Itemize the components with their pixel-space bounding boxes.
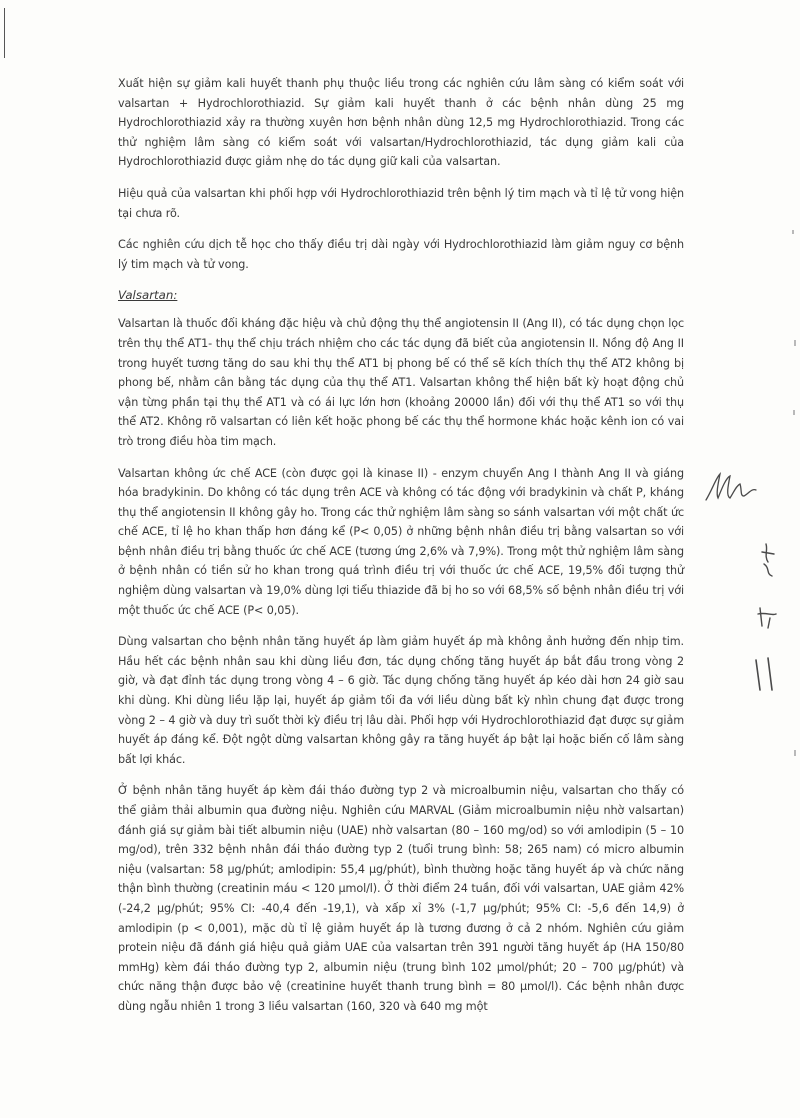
scan-margin-dots [770,230,800,830]
scan-edge-mark [4,8,5,58]
paragraph-valsartan-blood-pressure: Dùng valsartan cho bệnh nhân tăng huyết áp làm giảm huyết áp mà không ảnh hưởng đến nhịp tim. Hầu hết các bệnh nhân sau khi dùng liều đơn, tác dụng chống tăng huyết áp bắt đầu trong vòng 2 giờ, và đạt đỉnh tác dụng trong vòng 4 – 6 giờ. Tác dụng chống tăng huyết áp kéo dài hơn 24 giờ sau khi dùng. Khi dùng liều lặp lại, huyết áp giảm tối đa với liều dùng bất kỳ nhìn chung đạt được trong vòng 2 – 4 giờ và duy trì suốt thời kỳ điều trị lâu dài. Phối hợp với Hydrochlorothiazid đạt được sự giảm huyết áp đáng kể. Đột ngột dừng valsartan không gây ra tăng huyết áp bật lại hoặc biến cố lâm sàng bất lợi khác. [118,635,684,766]
margin-handwriting-icon [748,540,793,720]
paragraph-valsartan-microalbumin: Ở bệnh nhân tăng huyết áp kèm đái tháo đường typ 2 và microalbumin niệu, valsartan cho thấy có thể giảm thải albumin qua đường niệu. Nghiên cứu MARVAL (Giảm microalbumin niệu nhờ valsartan) đánh giá sự giảm bài tiết albumin niệu (UAE) nhờ valsartan (80 – 160 mg/od) so với amlodipin (5 – 10 mg/od), trên 332 bệnh nhân đái tháo đường typ 2 (tuổi trung bình: 58; 265 nam) có micro albumin niệu (valsartan: 58 µg/phút; amlodipin: 55,4 µg/phút), bình thường hoặc tăng huyết áp và chức năng thận bình thường (creatinin máu < 120 µmol/l). Ở thời điểm 24 tuần, đối với valsartan, UAE giảm 42% (-24,2 µg/phút; 95% CI: -40,4 đến -19,1), và xấp xỉ 3% (-1,7 µg/phút; 95% CI: -5,6 đến 14,9) ở amlodipin (p < 0,001), mặc dù tỉ lệ giảm huyết áp là tương đương ở cả 2 nhóm. Nghiên cứu giảm protein niệu đã đánh giá hiệu quả giảm UAE của valsartan trên 391 người tăng huyết áp (HA 150/80 mmHg) kèm đái tháo đường typ 2, albumin niệu (trung bình 102 µmol/phút; 20 – 700 µg/phút) và chức năng thận được bảo vệ (creatinine huyết thanh trung bình = 80 µmol/l). Các bệnh nhân được dùng ngẫu nhiên 1 trong 3 liều valsartan (160, 320 và 640 mg một [118,784,684,1013]
paragraph-valsartan-ace: Valsartan không ức chế ACE (còn được gọi là kinase II) - enzym chuyển Ang I thành Ang II và giáng hóa bradykinin. Do không có tác dụng trên ACE và không có tác động với bradykinin và chất P, kháng thụ thể angiotensin II không gây ho. Trong các thử nghiệm lâm sàng so sánh valsartan với một chất ức chế ACE, tỉ lệ ho khan thấp hơn đáng kể (P< 0,05) ở những bệnh nhân điều trị bằng valsartan so với bệnh nhân điều trị bằng thuốc ức chế ACE (tương ứng 2,6% và 7,9%). Trong một thử nghiệm lâm sàng ở bệnh nhân có tiền sử ho khan trong quá trình điều trị với thuốc ức chế ACE, 19,5% đối tượng thử nghiệm dùng valsartan và 19,0% dùng lợi tiểu thiazide đã bị ho so với 68,5% số bệnh nhân điều trị với một thuốc ức chế ACE (P< 0,05). [118,466,684,617]
paragraph-potassium: Xuất hiện sự giảm kali huyết thanh phụ thuộc liều trong các nghiên cứu lâm sàng có kiểm soát với valsartan + Hydrochlorothiazid. Sự giảm kali huyết thanh ở các bệnh nhân dùng 25 mg Hydrochlorothiazid xảy ra thường xuyên hơn bệnh nhân dùng 12,5 mg Hydrochlorothiazid. Trong các thử nghiệm lâm sàng có kiểm soát với valsartan/Hydrochlorothiazid, tác dụng giảm kali của Hydrochlorothiazid được giảm nhẹ do tác dụng giữ kali của valsartan. [118,77,684,169]
paragraph-efficacy: Hiệu quả của valsartan khi phối hợp với Hydrochlorothiazid trên bệnh lý tim mạch và tỉ lệ tử vong hiện tại chưa rõ. [118,186,684,220]
signature-icon [702,468,762,508]
paragraph-epidemiology: Các nghiên cứu dịch tễ học cho thấy điều trị dài ngày với Hydrochlorothiazid làm giảm nguy cơ bệnh lý tim mạch và tử vong. [118,238,684,271]
section-heading-valsartan: Valsartan: [118,288,178,303]
document-body [118,74,684,1029]
paragraph-valsartan-mechanism: Valsartan là thuốc đối kháng đặc hiệu và chủ động thụ thể angiotensin II (Ang II), có tác dụng chọn lọc trên thụ thể AT1- thụ thể chịu trách nhiệm cho các tác dụng đã biết của angiotensin II. Nồng độ Ang II trong huyết tương tăng do sau khi thụ thể AT1 bị phong bế có thể sẽ kích thích thụ thể AT2 không bị phong bế, nhằm cân bằng tác dụng của thụ thể AT1. Valsartan không thể hiện bất kỳ hoạt động chủ vận từng phần tại thụ thể AT1 và có ái lực lớn hơn (khoảng 20000 lần) đối với thụ thể AT1 so với thụ thể AT2. Không rõ valsartan có liên kết hoặc phong bế các thụ thể hormone khác hoặc kênh ion có vai trò trong điều hòa tim mạch. [118,317,684,448]
